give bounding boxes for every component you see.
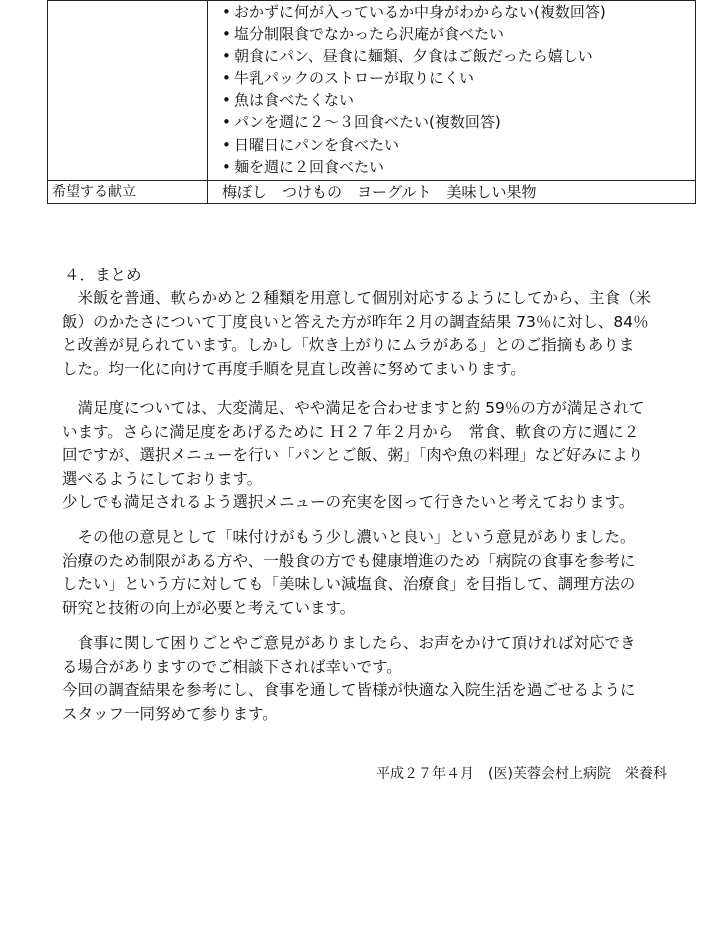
opinions-label-cell (48, 1, 208, 181)
opinions-list (208, 1, 695, 178)
text-line: 飯）のかたさについて丁度良いと答えた方が昨年２月の調査結果 73％に対し、84％ (62, 312, 649, 331)
requested-menu-row (48, 181, 696, 204)
opinions-cell (208, 1, 696, 181)
list-item: • おかずに何が入っているか中身がわからない(複数回答) (222, 1, 695, 23)
text-line: 回ですが、選択メニューを行い「パンとご飯、粥」「肉や魚の料理」など好みにより (62, 446, 644, 465)
text-line: 研究と技術の向上が必要と考えています。 (62, 598, 356, 617)
list-item: • パンを週に２～３回食べたい(複数回答) (222, 111, 695, 133)
text-line: したい」という方に対しても「美味しい減塩食、治療食」を目指して、調理方法の (62, 575, 636, 594)
text-line: 食事に関して困りごとやご意見がありましたら、お声をかけて頂ければ対応でき (62, 634, 636, 652)
list-item: • 牛乳パックのストローが取りにくい (222, 67, 695, 89)
requested-menu-value: 梅ぼし つけもの ヨーグルト 美味しい果物 (208, 181, 696, 204)
text-line: 治療のため制限がある方や、一般食の方でも健康増進のため「病院の食事を参考に (62, 551, 636, 570)
text-line: 満足度については、大変満足、やや満足を合わせますと約 59％の方が満足されて (62, 399, 645, 417)
text-line: います。さらに満足度をあげるために Ｈ２７年２月から 常食、軟食の方に週に２ (62, 422, 640, 441)
list-item: • 日曜日にパンを食べたい (222, 134, 695, 156)
list-item: • 麺を週に２回食べたい (222, 156, 695, 178)
summary-paragraph-other-opinions (62, 526, 662, 620)
list-item: • 魚は食べたくない (222, 89, 695, 111)
text-line: その他の意見として「味付けがもう少し濃いと良い」という意見がありました。 (62, 528, 636, 546)
text-line: した。均一化に向けて再度手順を見直し改善に努めてまいります。 (62, 359, 526, 378)
summary-heading: ４．まとめ (64, 266, 142, 284)
text-line: 少しでも満足されるよう選択メニューの充実を図って行きたいと考えております。 (62, 493, 635, 512)
summary-paragraph-satisfaction (62, 397, 662, 515)
text-line: 選べるようにしております。 (62, 469, 263, 488)
text-line: と改善が見られています。しかし「炊き上がりにムラがある」とのご指摘もありま (62, 336, 635, 355)
text-line: る場合がありますのでご相談下されば幸いです。 (62, 657, 402, 676)
text-line: 米飯を普通、軟らかめと２種類を用意して個別対応するようにしてから、主食（米 (62, 289, 652, 307)
survey-table (47, 0, 696, 204)
text-line: スタッフ一同努めて参ります。 (62, 704, 278, 723)
list-item: • 塩分制限食でなかったら沢庵が食べたい (222, 23, 695, 45)
signature: 平成２７年４月 (医)芙蓉会村上病院 栄養科 (376, 766, 667, 782)
text-line: 今回の調査結果を参考にし、食事を通して皆様が快適な入院生活を過ごせるように (62, 681, 636, 700)
requested-menu-label: 希望する献立 (48, 181, 208, 204)
summary-paragraph-closing (62, 632, 662, 726)
list-item: • 朝食にパン、昼食に麺類、夕食はご飯だったら嬉しい (222, 45, 695, 67)
opinions-row (48, 1, 696, 181)
summary-paragraph-rice (62, 287, 662, 381)
